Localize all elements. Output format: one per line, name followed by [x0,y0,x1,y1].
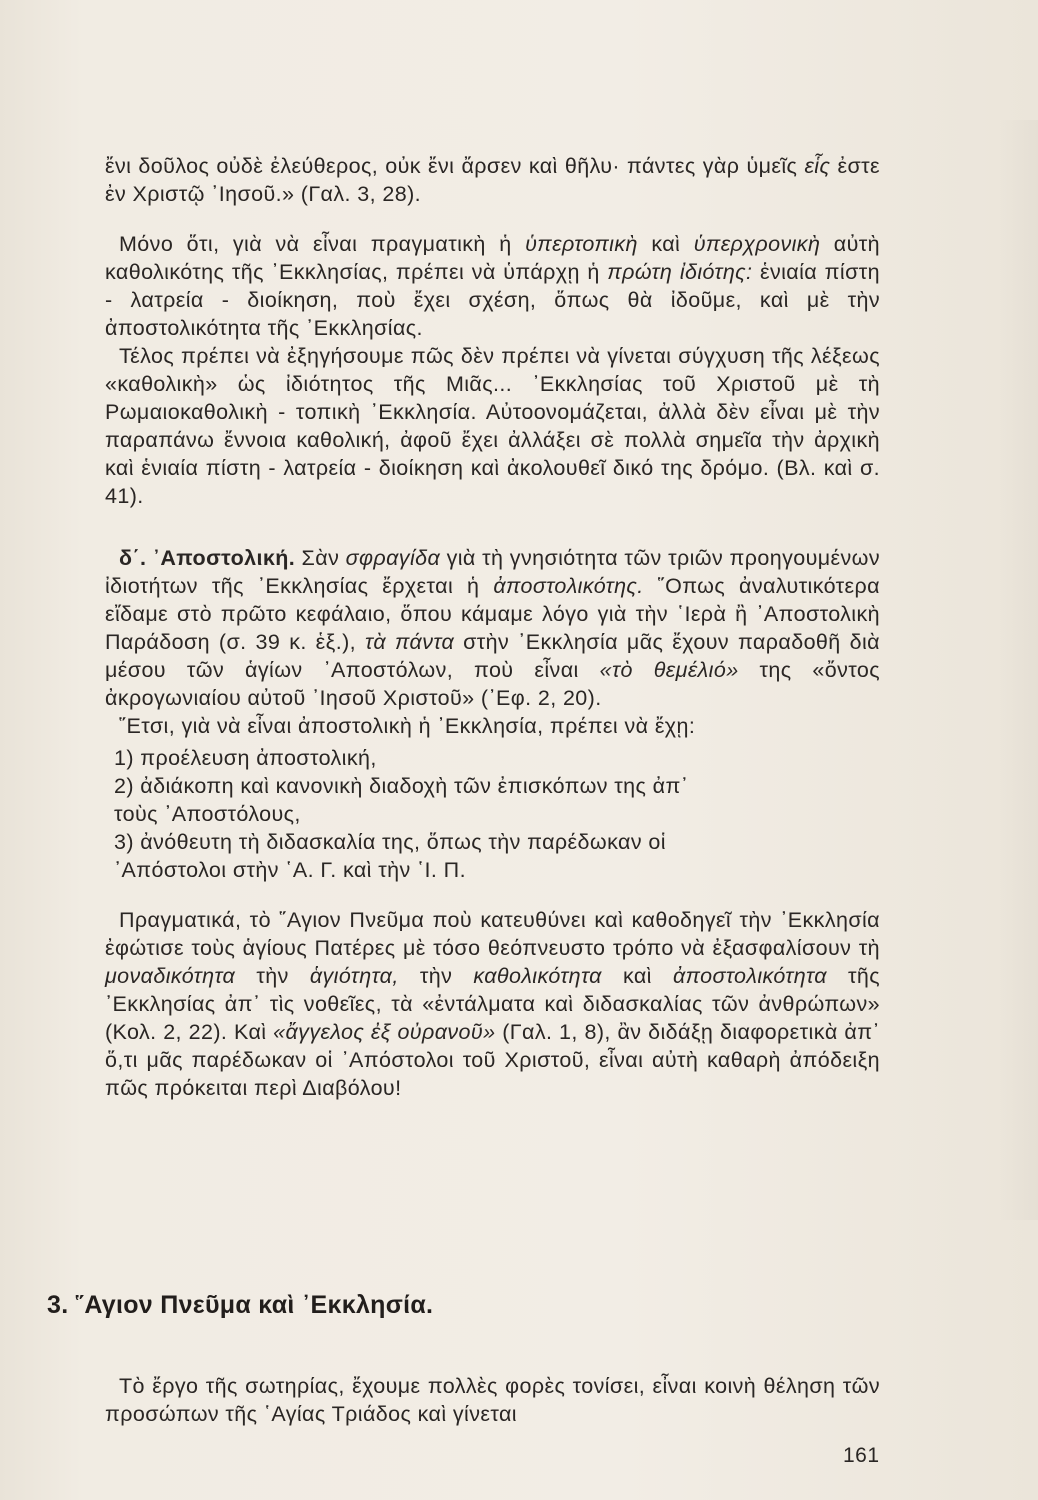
page-number: 161 [843,1444,880,1467]
text-span: στὴν ᾿Εκκλησία μᾶς ἔχουν παραδοθῆ διὰ μέσου τῶν ἁγίων ᾿Αποστόλων, ποὺ εἶναι [105,630,880,682]
text-span: (Γαλ. 1, 8), ἂν διδάξῃ διαφορετικὰ ἀπ᾿ ὅ,τι μᾶς παρέδωκαν οἱ ᾿Απόστολοι τοῦ Χριστοῦ, εἶναι αὐτὴ καθαρὴ ἀπόδειξη πῶς πρόκειται περὶ Διαβόλου! [105,1020,880,1100]
text-span: ἔνι δοῦλος οὐδὲ ἐλεύθερος, οὐκ ἔνι ἄρσεν καὶ θῆλυ· πάντες γὰρ ὑμεῖς [105,154,805,178]
paragraph-catholicity [105,230,880,342]
list-item-continuation: ᾿Απόστολοι στὴν ῾Α. Γ. καὶ τὴν ῾Ι. Π. [114,858,466,882]
emphasis: τὰ πάντα [364,630,455,654]
emphasis: ὑπερχρονικὴ [693,232,821,256]
emphasis: «ἄγγελος ἐξ οὐρανοῦ» [273,1020,496,1044]
paragraph-salvation: Τὸ ἔργο τῆς σωτηρίας, ἔχουμε πολλὲς φορὲς τονίσει, εἶναι κοινὴ θέληση τῶν προσώπων τῆς ῾Αγίας Τριάδος καὶ γίνεται [105,1373,880,1426]
list-item-continuation: τοὺς ᾿Αποστόλους, [114,802,301,826]
text-span: ἑνιαία πίστη - λατρεία - διοίκηση, ποὺ ἔχει σχέση, ὅπως θὰ ἰδοῦμε, καὶ μὲ τὴν ἀποστολικότητα τῆς ᾿Εκκλησίας. [105,260,881,340]
text-span: ἐστε ἐν Χριστῷ ᾿Ιησοῦ.» (Γαλ. 3, 28). [105,154,880,206]
text-span: τῆς ᾿Εκκλησίας ἀπ᾿ τὶς νοθεῖες, τὰ «ἐντάλματα καὶ διδασκαλίας τῶν ἀνθρώπων» (Κολ. 2, 22). Καὶ [105,964,880,1044]
text-span: αὐτὴ καθολικότης τῆς ᾿Εκκλησίας, πρέπει νὰ ὑπάρχῃ ἡ [105,232,880,284]
text-span: Σὰν [295,546,346,570]
text-span: τὴν [398,964,474,988]
text-span: γιὰ τὴ γνησιότητα τῶν τριῶν προηγουμένων ἰδιοτήτων τῆς ᾿Εκκλησίας ἔρχεται ἡ [105,546,881,598]
text-span: καὶ [637,232,694,256]
paragraph-holy-spirit-guidance [105,906,880,1102]
list-item: 1) προέλευση ἀποστολική, [114,746,377,770]
paragraph-galatians-quote [105,152,880,208]
text-span: Πραγματικά, τὸ ῞Αγιον Πνεῦμα ποὺ κατευθύνει καὶ καθοδηγεῖ τὴν ᾿Εκκλησία ἐφώτισε τοὺς ἁγίους Πατέρες μὲ τόσο θεόπνευστο τρόπο νὰ ἐξασφαλίσουν τὴ [105,908,880,960]
paragraph-apostolic [105,544,880,712]
section-heading: 3. ῞Αγιον Πνεῦμα καὶ ᾿Εκκλησία. [47,1291,434,1319]
text-span: τὴν [235,964,310,988]
emphasis: σφραγίδα [345,546,441,570]
emphasis: εἷς [804,154,831,178]
text-span: καὶ [601,964,673,988]
emphasis: καθολικότητα [473,964,602,988]
emphasis: ἁγιότητα, [309,964,399,988]
page-shadow [998,120,1038,1220]
list-item: 2) ἀδιάκοπη καὶ κανονικὴ διαδοχὴ τῶν ἐπισκόπων της ἀπ᾿ [114,774,689,798]
text-span: της «ὄντος ἀκρογωνιαίου αὐτοῦ ᾿Ιησοῦ Χριστοῦ» (᾿Εφ. 2, 20). [105,658,881,710]
emphasis: μοναδικότητα [105,964,236,988]
requirements-list [105,744,880,884]
emphasis: ἀποστολικότητα [672,964,827,988]
emphasis: ἀποστολικότης. [493,574,644,598]
body-text [105,152,880,1102]
list-item: 3) ἀνόθευτη τὴ διδασκαλία της, ὅπως τὴν παρέδωκαν οἱ [114,830,666,854]
text-span: Μόνο ὅτι, γιὰ νὰ εἶναι πραγματικὴ ἡ [119,232,526,256]
subsection-label: δ΄. ᾿Αποστολική. [119,546,296,570]
emphasis: ὑπερτοπικὴ [525,232,638,256]
paragraph-roman-catholic: Τέλος πρέπει νὰ ἐξηγήσουμε πῶς δὲν πρέπει νὰ γίνεται σύγχυση τῆς λέξεως «καθολικὴ» ὡς ἰδιότητος τῆς Μιᾶς... ᾿Εκκλησίας τοῦ Χριστοῦ μὲ τὴ Ρωμαιοκαθολικὴ - τοπικὴ ᾿Εκκλησία. Αὐτοονομάζεται, ἀλλὰ δὲν εἶναι μὲ τὴν παραπάνω ἔννοια καθολική, ἀφοῦ ἔχει ἀλλάξει σὲ πολλὰ σημεῖα τὴν ἀρχικὴ καὶ ἑνιαία πίστη - λατρεία - διοίκηση καὶ ἀκολουθεῖ δικό της δρόμο. (Βλ. καὶ σ. 41). [105,344,880,508]
text-span: ῞Οπως ἀναλυτικότερα εἴδαμε στὸ πρῶτο κεφάλαιο, ὅπου κάμαμε λόγο γιὰ τὴν ῾Ιερὰ ἢ ᾿Αποστολικὴ Παράδοση (σ. 39 κ. ἑξ.), [105,574,880,654]
emphasis: «τὸ θεμέλιό» [599,658,739,682]
emphasis: πρώτη ἰδιότης: [607,260,753,284]
paragraph-requirements-intro: ῞Ετσι, γιὰ νὰ εἶναι ἀποστολικὴ ἡ ᾿Εκκλησία, πρέπει νὰ ἔχῃ: [119,714,696,738]
